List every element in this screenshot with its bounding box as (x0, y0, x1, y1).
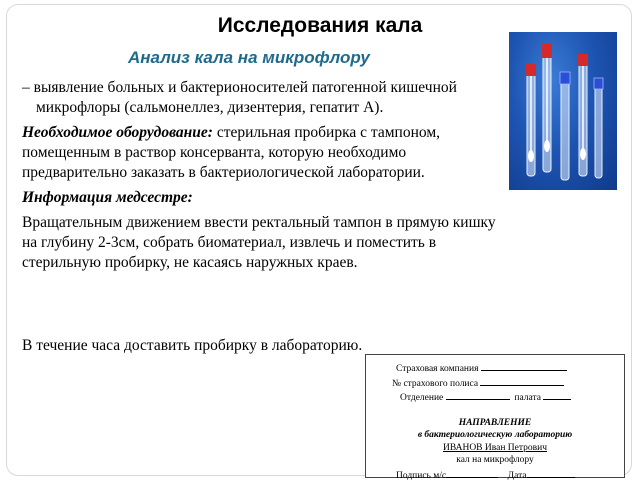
form-department-label: Отделение (400, 393, 443, 403)
form-date-label: Дата (508, 471, 527, 481)
procedure-paragraph (22, 213, 498, 273)
specimen-tubes-photo (509, 32, 617, 190)
equipment-paragraph (22, 123, 498, 183)
delivery-paragraph: В течение часа доставить пробирку в лабораторию. (22, 336, 362, 356)
form-department-row (374, 390, 616, 405)
form-signature-blank (446, 468, 498, 478)
form-patient-name: ИВАНОВ Иван Петрович (374, 442, 616, 455)
test-tubes-icon (509, 32, 617, 190)
form-ward-blank (543, 390, 571, 400)
form-heading: НАПРАВЛЕНИЕ (374, 417, 616, 430)
form-insurance-blank (481, 361, 567, 371)
form-ward-label: палата (514, 393, 541, 403)
form-signature-label: Подпись м/с (396, 471, 446, 481)
form-policy-label: № страхового полиса (392, 379, 478, 389)
form-test-name: кал на микрофлору (374, 454, 616, 467)
purpose-paragraph: – выявление больных и бактерионосителей патогенной кишечной микрофлоры (сальмонеллез, дизентерия, гепатит А). (22, 78, 498, 118)
referral-form (365, 354, 625, 478)
form-insurance-row (374, 361, 616, 376)
form-date-blank (527, 468, 575, 478)
form-subheading: в бактериологическую лабораторию (374, 429, 616, 442)
slide-title: Исследования кала (0, 14, 640, 38)
equipment-label: Необходимое оборудование: (22, 124, 213, 141)
nurse-info-label: Информация медсестре: (22, 188, 498, 208)
form-insurance-label: Страховая компания (396, 364, 478, 374)
form-department-blank (446, 390, 510, 400)
equipment-text: стерильная пробирка с тампоном, помещенным в раствор консерванта, которую необходимо предварительно заказать в бактериологической лаборатории. (22, 124, 440, 181)
procedure-text: Вращательным движением ввести ректальный тампон в прямую кишку на глубину 2-3см, собрать биоматериал, извлечь и поместить в стерильную пробирку, не касаясь наружных краев. (22, 214, 496, 271)
form-policy-row (374, 376, 616, 391)
slide-subtitle: Анализ кала на микрофлору (128, 48, 370, 68)
slide-body (22, 78, 498, 278)
form-policy-blank (480, 376, 564, 386)
